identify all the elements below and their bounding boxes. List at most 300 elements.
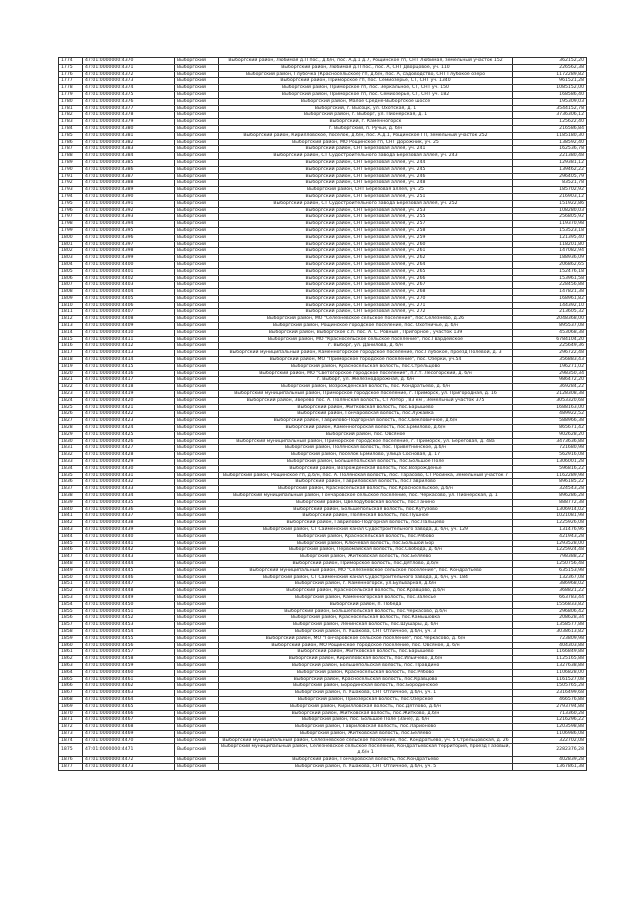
cadastral-value: 152476,18 xyxy=(513,268,587,275)
table-row xyxy=(59,153,587,160)
district-name: Выборгский xyxy=(175,187,219,194)
address-cell: г. Выборгский, п. Ручьи, д. б/н xyxy=(219,125,513,132)
row-number: 1848 xyxy=(59,560,83,567)
cadastral-value: 147082,94 xyxy=(513,248,587,255)
address-cell: Выборгский район, МО "Красносельское сельское поселение", пос.Гвардейское xyxy=(219,336,513,343)
district-name: Выборгский xyxy=(175,763,219,770)
cadastral-value: 635153,98 xyxy=(513,567,587,574)
cadastral-value: 1306001,28 xyxy=(513,459,587,466)
address-cell: Выборгский район, Красносельская волость, пос.Красносельское, д.б/н xyxy=(219,486,513,493)
district-name: Выборгский xyxy=(175,438,219,445)
address-cell: Выборгский район, СНТ Березовая аллея, уч. 245 xyxy=(219,166,513,173)
district-name: Выборгский xyxy=(175,730,219,737)
table-row xyxy=(59,323,587,330)
table-row xyxy=(59,724,587,731)
district-name: Выборгский xyxy=(175,282,219,289)
district-name: Выборгский xyxy=(175,329,219,336)
row-number: 1831 xyxy=(59,445,83,452)
address-cell: г. Выборг, ул. Данилова, д. б/н xyxy=(219,343,513,350)
cadastral-number: 47:01:0000000:4450 xyxy=(83,601,175,608)
row-number: 1790 xyxy=(59,166,83,173)
cadastral-value: 356883,43 xyxy=(513,357,587,364)
district-name: Выборгский xyxy=(175,377,219,384)
district-name: Выборгский xyxy=(175,506,219,513)
table-row xyxy=(59,85,587,92)
district-name: Выборгский xyxy=(175,533,219,540)
row-number: 1775 xyxy=(59,64,83,71)
row-number: 1821 xyxy=(59,377,83,384)
address-cell: Выборгский район, Кирилловская волость, пос.Ильичево, д.б/н xyxy=(219,656,513,663)
cadastral-number: 47:01:0000000:4395 xyxy=(83,227,175,234)
address-cell: Выборгский, г. Каменногорск xyxy=(219,119,513,126)
cadastral-number: 47:01:0000000:4457 xyxy=(83,649,175,656)
row-number: 1840 xyxy=(59,506,83,513)
row-number: 1818 xyxy=(59,357,83,364)
address-cell: Выборгский район, СНТ Березовая аллея, уч. 25 xyxy=(219,187,513,194)
district-name: Выборгский xyxy=(175,608,219,615)
table-row xyxy=(59,696,587,703)
row-number: 1793 xyxy=(59,187,83,194)
cadastral-number: 47:01:0000000:4376 xyxy=(83,98,175,105)
cadastral-number: 47:01:0000000:4432 xyxy=(83,479,175,486)
table-row xyxy=(59,234,587,241)
table-row xyxy=(59,200,587,207)
table-row xyxy=(59,608,587,615)
row-number: 1865 xyxy=(59,676,83,683)
row-number: 1809 xyxy=(59,295,83,302)
row-number: 1873 xyxy=(59,730,83,737)
table-row xyxy=(59,282,587,289)
cadastral-number: 47:01:0000000:4463 xyxy=(83,690,175,697)
table-row xyxy=(59,690,587,697)
row-number: 1847 xyxy=(59,554,83,561)
cadastral-number: 47:01:0000000:4381 xyxy=(83,132,175,139)
district-name: Выборгский xyxy=(175,71,219,78)
cadastral-value: 162536,78 xyxy=(513,146,587,153)
address-cell: Выборгский район, поселок Ермилово, улица Сосновая, д. 17 xyxy=(219,452,513,459)
cadastral-value: 121395,40 xyxy=(513,234,587,241)
district-name: Выборгский xyxy=(175,465,219,472)
district-name: Выборгский xyxy=(175,200,219,207)
cadastral-number: 47:01:0000000:4458 xyxy=(83,656,175,663)
row-number: 1870 xyxy=(59,710,83,717)
address-cell: Выборгский район, СНТ Березовая аллея, уч. 259 xyxy=(219,234,513,241)
row-number: 1822 xyxy=(59,384,83,391)
district-name: Выборгский xyxy=(175,452,219,459)
address-cell: Выборгский район, Большепольская волость, пос.Черкасово, д.б/н xyxy=(219,608,513,615)
district-name: Выборгский xyxy=(175,554,219,561)
cadastral-value: 1166849,88 xyxy=(513,649,587,656)
cadastral-value: 865671,42 xyxy=(513,425,587,432)
district-name: Выборгский xyxy=(175,207,219,214)
district-name: Выборгский xyxy=(175,146,219,153)
address-cell: Выборгский район, Житковская волость, пос.Барышево xyxy=(219,404,513,411)
address-cell: Выборгский район, Кирилловская волость, пос.Дятлово, д.б/н xyxy=(219,703,513,710)
table-row xyxy=(59,452,587,459)
district-name: Выборгский xyxy=(175,336,219,343)
row-number: 1789 xyxy=(59,159,83,166)
cadastral-value: 206862,65 xyxy=(513,261,587,268)
row-number: 1864 xyxy=(59,669,83,676)
address-cell: Выборгский район, Первомайская волость, пос.Свобода, д. б/н xyxy=(219,547,513,554)
cadastral-number: 47:01:0000000:4375 xyxy=(83,91,175,98)
district-name: Выборгский xyxy=(175,724,219,731)
row-number: 1872 xyxy=(59,724,83,731)
address-cell: Выборгский район, Возрожденская волость, пос.Возрожденье xyxy=(219,465,513,472)
district-name: Выборгский xyxy=(175,289,219,296)
table-row xyxy=(59,418,587,425)
cadastral-value: 663783,44 xyxy=(513,594,587,601)
address-cell: Выборгский район, Полянская волость, пос.Пушное xyxy=(219,513,513,520)
address-cell: Выборгский район, Рощинское городское поселение, пос. Охотничье, д. б/н xyxy=(219,323,513,330)
cadastral-number: 47:01:0000000:4433 xyxy=(83,486,175,493)
address-cell: Выборгский район, Большепольская волость, пос.Большое Поле xyxy=(219,459,513,466)
address-cell: Выборгский район, г. Выборг, ул. Пионерская, д. 1 xyxy=(219,112,513,119)
cadastral-number: 47:01:0000000:4400 xyxy=(83,261,175,268)
cadastral-number: 47:01:0000000:4422 xyxy=(83,411,175,418)
district-name: Выборгский xyxy=(175,479,219,486)
table-row xyxy=(59,78,587,85)
address-cell: Выборгский район, Приморское гп, пос. Семиозерье, СТ, СНТ уч. 182 xyxy=(219,91,513,98)
address-cell: Выборгский район, Кирилловское, поселок, д.б/н, пос. А.д.1, Рощинское ГП, земельный участок 252 xyxy=(219,132,513,139)
cadastral-number: 47:01:0000000:4405 xyxy=(83,295,175,302)
row-number: 1797 xyxy=(59,214,83,221)
cadastral-number: 47:01:0000000:4424 xyxy=(83,425,175,432)
district-name: Выборгский xyxy=(175,166,219,173)
cadastral-value: 2316499,68 xyxy=(513,690,587,697)
district-name: Выборгский xyxy=(175,268,219,275)
district-name: Выборгский xyxy=(175,180,219,187)
cadastral-number: 47:01:0000000:4372 xyxy=(83,71,175,78)
table-row xyxy=(59,459,587,466)
cadastral-number: 47:01:0000000:4435 xyxy=(83,499,175,506)
district-name: Выборгский xyxy=(175,418,219,425)
table-row xyxy=(59,98,587,105)
district-name: Выборгский xyxy=(175,214,219,221)
address-cell: Выборгский район, Гончаровская волость, пос.Кондратьево xyxy=(219,757,513,764)
row-number: 1814 xyxy=(59,329,83,336)
address-cell: Выборгский район, СНТ Березовая аллея, уч. 246 xyxy=(219,173,513,180)
cadastral-number: 47:01:0000000:4430 xyxy=(83,465,175,472)
row-number: 1833 xyxy=(59,459,83,466)
table-row xyxy=(59,173,587,180)
district-name: Выборгский xyxy=(175,642,219,649)
row-number: 1843 xyxy=(59,526,83,533)
row-number: 1810 xyxy=(59,302,83,309)
cadastral-number: 47:01:0000000:4420 xyxy=(83,397,175,404)
cadastral-value: 324543,28 xyxy=(513,486,587,493)
cadastral-value: 895537,08 xyxy=(513,323,587,330)
cadastral-number: 47:01:0000000:4460 xyxy=(83,669,175,676)
cadastral-value: 1556833,82 xyxy=(513,601,587,608)
table-row xyxy=(59,350,587,357)
cadastral-value: 153523,18 xyxy=(513,227,587,234)
cadastral-number: 47:01:0000000:4408 xyxy=(83,316,175,323)
cadastral-number: 47:01:0000000:4459 xyxy=(83,662,175,669)
cadastral-value: 3053320,68 xyxy=(513,397,587,404)
table-row xyxy=(59,431,587,438)
row-number: 1825 xyxy=(59,404,83,411)
table-row xyxy=(59,397,587,404)
cadastral-value: 1161527,08 xyxy=(513,676,587,683)
row-number: 1801 xyxy=(59,241,83,248)
row-number: 1867 xyxy=(59,690,83,697)
row-number: 1798 xyxy=(59,221,83,228)
cadastral-number: 47:01:0000000:4402 xyxy=(83,275,175,282)
cadastral-value: 132367,08 xyxy=(513,574,587,581)
address-cell: Выборгский район, Приморское волость, пос.Дятлово, д.б/н xyxy=(219,560,513,567)
cadastral-number: 47:01:0000000:4370 xyxy=(83,58,175,65)
row-number: 1853 xyxy=(59,594,83,601)
cadastral-value: 404303,88 xyxy=(513,642,587,649)
table-row xyxy=(59,499,587,506)
address-cell: Выборгский район, МО "Гончаровское сельское поселение", пос.Черкасово, д. б/н xyxy=(219,635,513,642)
table-row xyxy=(59,588,587,595)
cadastral-number: 47:01:0000000:4404 xyxy=(83,289,175,296)
cadastral-value: 453068,38 xyxy=(513,329,587,336)
cadastral-number: 47:01:0000000:4392 xyxy=(83,207,175,214)
address-cell: Выборгский район, Ключевая волость, пос.Большой Бор xyxy=(219,540,513,547)
address-cell: Выборгский район, СНТ Березовая аллея, уч. 255 xyxy=(219,214,513,221)
address-cell: Выборгский район, Зверево пос. А. Полянская волость, СТ Аэтор , 83 км , Земельный участок 375 xyxy=(219,397,513,404)
address-cell: Выборгский район, Гаврилово-Подгорная волость, пос.Пальцево xyxy=(219,520,513,527)
address-cell: Выборгский район, Красносельская волость, пос.Кравцово xyxy=(219,676,513,683)
district-name: Выборгский xyxy=(175,710,219,717)
address-cell: Выборгский район, Полянская волость, пос. Приветнинское, д.б/н xyxy=(219,445,513,452)
address-cell: Выборгский район, СНТ Березовая аллея, уч. 267 xyxy=(219,282,513,289)
row-number: 1829 xyxy=(59,431,83,438)
cadastral-number: 47:01:0000000:4423 xyxy=(83,418,175,425)
table-row xyxy=(59,540,587,547)
district-name: Выборгский xyxy=(175,669,219,676)
cadastral-value: 3473636,88 xyxy=(513,438,587,445)
row-number: 1860 xyxy=(59,642,83,649)
cadastral-value: 1367861,38 xyxy=(513,763,587,770)
cadastral-number: 47:01:0000000:4411 xyxy=(83,336,175,343)
row-number: 1842 xyxy=(59,520,83,527)
row-number: 1791 xyxy=(59,173,83,180)
table-row xyxy=(59,676,587,683)
table-row xyxy=(59,295,587,302)
district-name: Выборгский xyxy=(175,404,219,411)
address-cell: Выборгский район, Житковская волость, пос.Беляево xyxy=(219,554,513,561)
cadastral-value: 108280,03 xyxy=(513,207,587,214)
address-cell: Выборгский район, пос. Большое Поле (Зане), д. б/н xyxy=(219,717,513,724)
table-row xyxy=(59,71,587,78)
table-row xyxy=(59,717,587,724)
row-number: 1785 xyxy=(59,132,83,139)
cadastral-value: 2048368,00 xyxy=(513,316,587,323)
district-name: Выборгский xyxy=(175,391,219,398)
cadastral-number: 47:01:0000000:4449 xyxy=(83,594,175,601)
address-cell: Выборгский район, СНТ Березовая аллея, уч. 261 xyxy=(219,248,513,255)
cadastral-number: 47:01:0000000:4464 xyxy=(83,696,175,703)
cadastral-number: 47:01:0000000:4388 xyxy=(83,180,175,187)
cadastral-number: 47:01:0000000:4473 xyxy=(83,763,175,770)
cadastral-number: 47:01:0000000:4429 xyxy=(83,459,175,466)
district-name: Выборгский xyxy=(175,309,219,316)
cadastral-value: 1106828,00 xyxy=(513,669,587,676)
cadastral-number: 47:01:0000000:4382 xyxy=(83,139,175,146)
table-row xyxy=(59,554,587,561)
table-row xyxy=(59,730,587,737)
cadastral-number: 47:01:0000000:4401 xyxy=(83,268,175,275)
row-number: 1857 xyxy=(59,622,83,629)
district-name: Выборгский xyxy=(175,567,219,574)
cadastral-number: 47:01:0000000:4399 xyxy=(83,255,175,262)
row-number: 1774 xyxy=(59,58,83,65)
row-number: 1806 xyxy=(59,275,83,282)
row-number: 1780 xyxy=(59,98,83,105)
cadastral-value: 221380,48 xyxy=(513,153,587,160)
table-row xyxy=(59,757,587,764)
cadastral-number: 47:01:0000000:4397 xyxy=(83,241,175,248)
row-number: 1823 xyxy=(59,391,83,398)
table-row xyxy=(59,404,587,411)
row-number: 1851 xyxy=(59,581,83,588)
table-row xyxy=(59,615,587,622)
district-name: Выборгский xyxy=(175,411,219,418)
cadastral-value: 1125165,88 xyxy=(513,656,587,663)
district-name: Выборгский xyxy=(175,601,219,608)
district-name: Выборгский xyxy=(175,98,219,105)
table-row xyxy=(59,248,587,255)
district-name: Выборгский xyxy=(175,173,219,180)
cadastral-value: 131476,96 xyxy=(513,526,587,533)
address-cell: Выборгский район, Глубочка (Красносельское) гп, д.б/н, пос. А, садоводство, СНТ Глубокое озеро xyxy=(219,71,513,78)
cadastral-value: 798388,22 xyxy=(513,554,587,561)
address-cell: Выборгский район, СНТ Березовая аллея, уч. 253 xyxy=(219,207,513,214)
address-cell: Выборгский район, МО Рощинское городское поселение, пос. Овсяное, д. б/н xyxy=(219,642,513,649)
table-row xyxy=(59,159,587,166)
cadastral-value: 1085152,00 xyxy=(513,85,587,92)
cadastral-value: 2128308,38 xyxy=(513,391,587,398)
cadastral-number: 47:01:0000000:4380 xyxy=(83,125,175,132)
cadastral-number: 47:01:0000000:4441 xyxy=(83,540,175,547)
address-cell: Выборгский район, СТ Судостроительного завода Березовая аллея, уч. 252 xyxy=(219,200,513,207)
cadastral-value: 1293528,00 xyxy=(513,540,587,547)
cadastral-value: 153961,58 xyxy=(513,275,587,282)
district-name: Выборгский xyxy=(175,370,219,377)
address-cell: Выборгский район, Красносельская волость, пос.Кравцово, д.б/н xyxy=(219,588,513,595)
cadastral-number: 47:01:0000000:4462 xyxy=(83,683,175,690)
table-row xyxy=(59,139,587,146)
table-row xyxy=(59,261,587,268)
table-row xyxy=(59,656,587,663)
row-number: 1776 xyxy=(59,71,83,78)
district-name: Выборгский xyxy=(175,676,219,683)
cadastral-number: 47:01:0000000:4439 xyxy=(83,526,175,533)
address-cell: Выборгский муниципальный район, МО "Селезневское сельское поселение", пос. Кондратьево xyxy=(219,567,513,574)
table-row xyxy=(59,268,587,275)
cadastral-value: 1225924,48 xyxy=(513,547,587,554)
cadastral-value: 421943,28 xyxy=(513,533,587,540)
cadastral-value: 1185180,30 xyxy=(513,132,587,139)
address-cell: Выборгский район, Гаврилово-Подгорная волость, пос.Свекловичное, д.б/н xyxy=(219,418,513,425)
cadastral-number: 47:01:0000000:4465 xyxy=(83,703,175,710)
row-number: 1874 xyxy=(59,737,83,744)
row-number: 1813 xyxy=(59,323,83,330)
cadastral-number: 47:01:0000000:4409 xyxy=(83,323,175,330)
district-name: Выборгский xyxy=(175,493,219,500)
row-number: 1866 xyxy=(59,683,83,690)
row-number: 1824 xyxy=(59,397,83,404)
row-number: 1786 xyxy=(59,139,83,146)
address-cell: Выборгский район, МО "Светогорское городское поселение", п.г.т. Лесогорский, д. б/н xyxy=(219,370,513,377)
row-number: 1782 xyxy=(59,112,83,119)
row-number: 1868 xyxy=(59,696,83,703)
table-row xyxy=(59,91,587,98)
cadastral-value: 144392,10 xyxy=(513,302,587,309)
row-number: 1827 xyxy=(59,418,83,425)
table-row xyxy=(59,649,587,656)
district-name: Выборгский xyxy=(175,656,219,663)
address-cell: Выборгский район, Большепольская волость, пос. Правдино xyxy=(219,662,513,669)
cadastral-value: 6784104,20 xyxy=(513,336,587,343)
cadastral-value: 185702,92 xyxy=(513,187,587,194)
district-name: Выборгский xyxy=(175,744,219,757)
cadastral-value: 902628,20 xyxy=(513,431,587,438)
cadastral-number: 47:01:0000000:4414 xyxy=(83,357,175,364)
cadastral-number: 47:01:0000000:4446 xyxy=(83,574,175,581)
address-cell: Выборгский район, СТ Судостроительного завода Березовая аллея, уч. 243 xyxy=(219,153,513,160)
row-number: 1838 xyxy=(59,493,83,500)
row-number: 1871 xyxy=(59,717,83,724)
district-name: Выборгский xyxy=(175,431,219,438)
cadastral-number: 47:01:0000000:4442 xyxy=(83,547,175,554)
cadastral-number: 47:01:0000000:4455 xyxy=(83,635,175,642)
address-cell: Выборгский район, Житковская волость, пос.Беляево xyxy=(219,730,513,737)
row-number: 1816 xyxy=(59,343,83,350)
cadastral-value-table xyxy=(58,57,587,771)
row-number: 1796 xyxy=(59,207,83,214)
row-number: 1777 xyxy=(59,78,83,85)
cadastral-value: 1688163,00 xyxy=(513,404,587,411)
cadastral-value: 196271,02 xyxy=(513,363,587,370)
address-cell: Выборгский район, СНТ Березовая аллея, уч. 258 xyxy=(219,227,513,234)
cadastral-value: 562916,08 xyxy=(513,452,587,459)
district-name: Выборгский xyxy=(175,628,219,635)
cadastral-number: 47:01:0000000:4437 xyxy=(83,513,175,520)
address-cell: Выборгский, г. Высоцк, ул. Охотская, д. 1 xyxy=(219,105,513,112)
table-row xyxy=(59,255,587,262)
cadastral-value: 3736306,12 xyxy=(513,112,587,119)
row-number: 1808 xyxy=(59,289,83,296)
row-number: 1875 xyxy=(59,744,83,757)
district-name: Выборгский xyxy=(175,397,219,404)
row-number: 1852 xyxy=(59,588,83,595)
table-row xyxy=(59,343,587,350)
cadastral-number: 47:01:0000000:4425 xyxy=(83,431,175,438)
cadastral-value: 961521,28 xyxy=(513,78,587,85)
table-row xyxy=(59,241,587,248)
district-name: Выборгский xyxy=(175,540,219,547)
district-name: Выборгский xyxy=(175,649,219,656)
cadastral-value: 225649,36 xyxy=(513,343,587,350)
table-row xyxy=(59,472,587,479)
cadastral-value: 119370,98 xyxy=(513,221,587,228)
cadastral-number: 47:01:0000000:4410 xyxy=(83,329,175,336)
row-number: 1859 xyxy=(59,635,83,642)
address-cell: Выборгский район, п. Ушакова, СНТ Отличное, д.б/н, уч. 1 xyxy=(219,690,513,697)
table-row xyxy=(59,180,587,187)
row-number: 1855 xyxy=(59,608,83,615)
table-body xyxy=(59,58,587,771)
cadastral-value: 228456,88 xyxy=(513,282,587,289)
district-name: Выборгский xyxy=(175,526,219,533)
cadastral-value: 1306914,02 xyxy=(513,506,587,513)
table-row xyxy=(59,132,587,139)
